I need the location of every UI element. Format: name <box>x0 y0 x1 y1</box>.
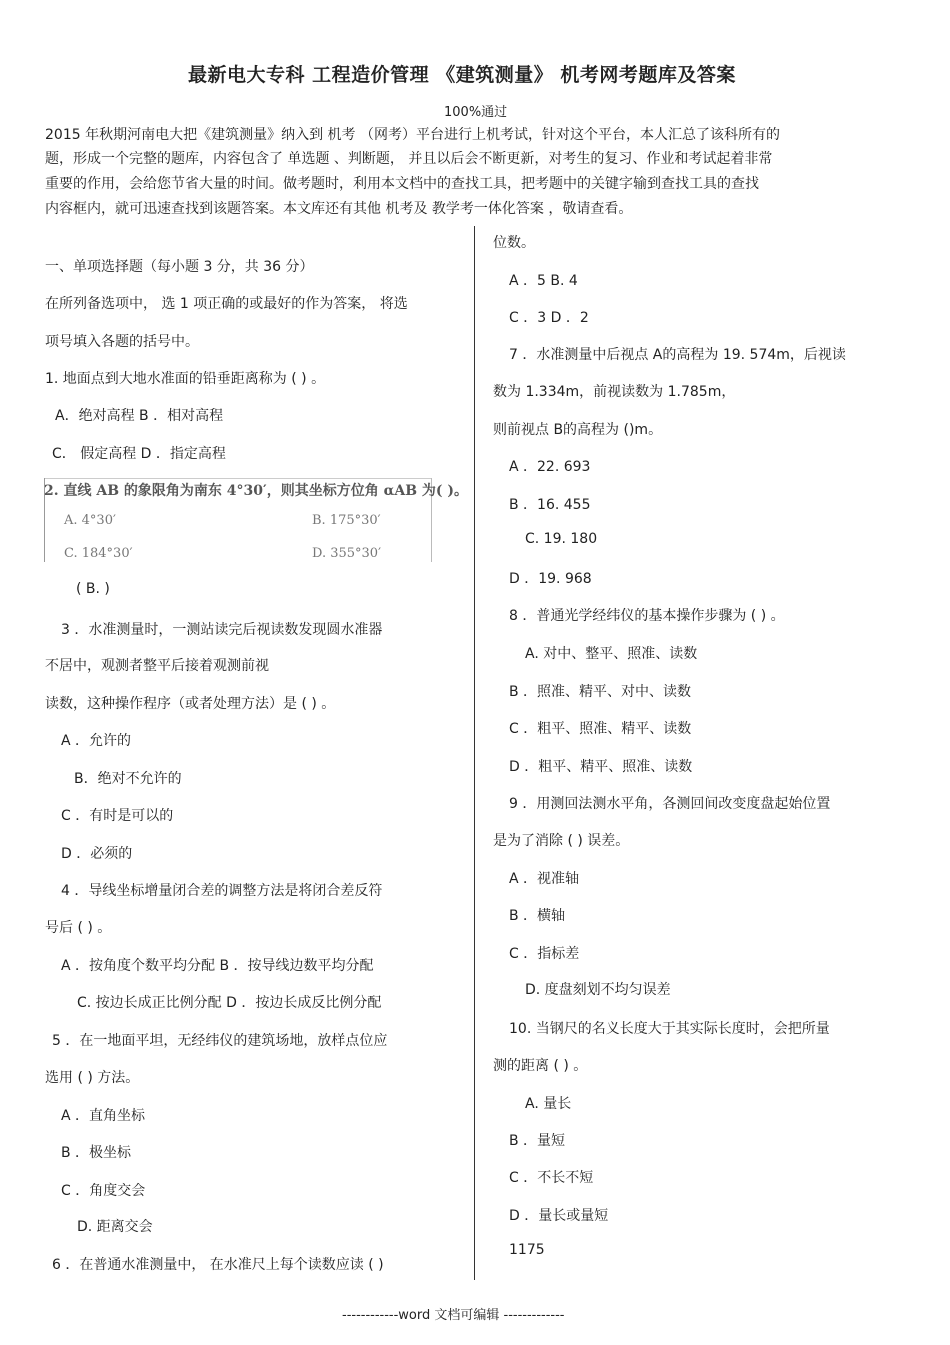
question-4-options-cd: C. 按边长成正比例分配 D ．按边长成反比例分配 <box>77 995 382 1011</box>
intro-line-2: 题，形成一个完整的题库，内容包含了 单选题 、判断题， 并且以后会不断更新，对考生的复习、作业和考试起着非常 <box>45 151 773 167</box>
question-2-image-option-b: B. 175°30′ <box>312 513 381 528</box>
question-3-line-1: 3 ．水准测量时，一测站读完后视读数发现圆水准器 <box>61 622 383 638</box>
question-4-line-2: 号后 ( ) 。 <box>45 920 112 936</box>
question-4-line-1: 4 ．导线坐标增量闭合差的调整方法是将闭合差反符 <box>61 883 383 899</box>
question-10-option-c: C ．不长不短 <box>509 1170 594 1186</box>
question-2-image-option-c: C. 184°30′ <box>64 546 133 561</box>
question-7-option-b: B ．16. 455 <box>509 497 591 513</box>
question-8-option-c: C ．粗平、照准、精平、读数 <box>509 721 692 737</box>
question-2-image-text: 2. 直线 AB 的象限角为南东 4°30′，则其坐标方位角 αAB 为( )。 <box>44 483 469 499</box>
column-divider <box>474 226 475 1280</box>
question-3-line-3: 读数，这种操作程序（或者处理方法）是 ( ) 。 <box>45 696 336 712</box>
question-5-option-a: A ．直角坐标 <box>61 1108 146 1124</box>
question-2-image-option-d: D. 355°30′ <box>312 546 382 561</box>
question-6-line-2: 位数。 <box>493 235 535 251</box>
question-7-option-a: A ．22. 693 <box>509 459 591 475</box>
question-10-option-b: B ．量短 <box>509 1133 566 1149</box>
question-7-line-3: 则前视点 B的高程为 ()m。 <box>493 422 663 438</box>
question-4-options-ab: A ．按角度个数平均分配 B ．按导线边数平均分配 <box>61 958 374 974</box>
question-9-option-d: D. 度盘刻划不均匀误差 <box>525 982 671 998</box>
question-6-options-ab: A ．5 B. 4 <box>509 273 578 289</box>
question-5-option-d: D. 距离交会 <box>77 1219 153 1235</box>
question-5-option-b: B ．极坐标 <box>61 1145 132 1161</box>
question-7-option-d: D ．19. 968 <box>509 571 592 587</box>
question-3-option-c: C ．有时是可以的 <box>61 808 174 824</box>
intro-line-1: 2015 年秋期河南电大把《建筑测量》纳入到 机考 （网考）平台进行上机考试，针对这个平台，本人汇总了该科所有的 <box>45 127 780 143</box>
question-9-option-a: A ．视准轴 <box>509 871 580 887</box>
question-10-line-2: 测的距离 ( ) 。 <box>493 1058 588 1074</box>
question-8-option-d: D ．粗平、精平、照准、读数 <box>509 759 693 775</box>
question-8-option-a: A. 对中、整平、照准、读数 <box>525 646 698 662</box>
page-footer: ------------word 文档可编辑 ------------- <box>342 1308 565 1323</box>
instruction-line-2: 项号填入各题的括号中。 <box>45 334 199 350</box>
question-9-option-b: B ．横轴 <box>509 908 566 924</box>
page-subtitle: 100%通过 <box>444 105 508 120</box>
question-1: 1. 地面点到大地水准面的铅垂距离称为 ( ) 。 <box>45 371 326 387</box>
question-2-image <box>44 478 469 562</box>
question-5-line-2: 选用 ( ) 方法。 <box>45 1070 140 1086</box>
question-7-line-1: 7 ．水准测量中后视点 A的高程为 19. 574m，后视读 <box>509 347 846 363</box>
question-1-options-cd: C． 假定高程 D ．指定高程 <box>52 446 226 462</box>
question-5-line-1: 5 ．在一地面平坦，无经纬仪的建筑场地，放样点位应 <box>52 1033 388 1049</box>
instruction-line-1: 在所列备选项中， 选 1 项正确的或最好的作为答案， 将选 <box>45 296 408 312</box>
section-title: 一、单项选择题（每小题 3 分，共 36 分） <box>45 259 314 275</box>
question-3-option-a: A ．允许的 <box>61 733 132 749</box>
question-6-options-cd: C ．3 D ．2 <box>509 310 589 326</box>
page-title: 最新电大专科 工程造价管理 《建筑测量》 机考网考题库及答案 <box>188 64 736 86</box>
question-number-1175: 1175 <box>509 1242 545 1258</box>
intro-line-3: 重要的作用，会给您节省大量的时间。做考题时，利用本文档中的查找工具，把考题中的关键字输到查找工具的查找 <box>45 176 759 192</box>
question-9-line-2: 是为了消除 ( ) 误差。 <box>493 833 630 849</box>
question-2-answer: ( B. ) <box>76 581 110 597</box>
question-7-line-2: 数为 1.334m，前视读数为 1.785m， <box>493 384 736 400</box>
question-10-option-d: D ．量长或量短 <box>509 1208 609 1224</box>
question-9-line-1: 9 ．用测回法测水平角，各测回间改变度盘起始位置 <box>509 796 831 812</box>
question-10-option-a: A. 量长 <box>525 1096 572 1112</box>
question-3-option-b: B．绝对不允许的 <box>74 771 182 787</box>
question-9-option-c: C ．指标差 <box>509 946 580 962</box>
question-7-option-c: C. 19. 180 <box>525 531 598 547</box>
question-2-image-option-a: A. 4°30′ <box>64 513 116 528</box>
question-8-line-1: 8 ．普通光学经纬仪的基本操作步骤为 ( ) 。 <box>509 608 785 624</box>
question-3-line-2: 不居中，观测者整平后接着观测前视 <box>45 658 269 674</box>
question-10-line-1: 10. 当钢尺的名义长度大于其实际长度时，会把所量 <box>509 1021 830 1037</box>
question-5-option-c: C ．角度交会 <box>61 1183 146 1199</box>
question-8-option-b: B ．照准、精平、对中、读数 <box>509 684 692 700</box>
question-3-option-d: D ．必须的 <box>61 846 133 862</box>
question-6-line-1: 6 ．在普通水准测量中， 在水准尺上每个读数应读 ( ) <box>52 1257 384 1273</box>
question-1-options-ab: A．绝对高程 B ．相对高程 <box>55 408 224 424</box>
intro-line-4: 内容框内，就可迅速查找到该题答案。本文库还有其他 机考及 教学考一体化答案 ，敬请查看。 <box>45 201 633 217</box>
